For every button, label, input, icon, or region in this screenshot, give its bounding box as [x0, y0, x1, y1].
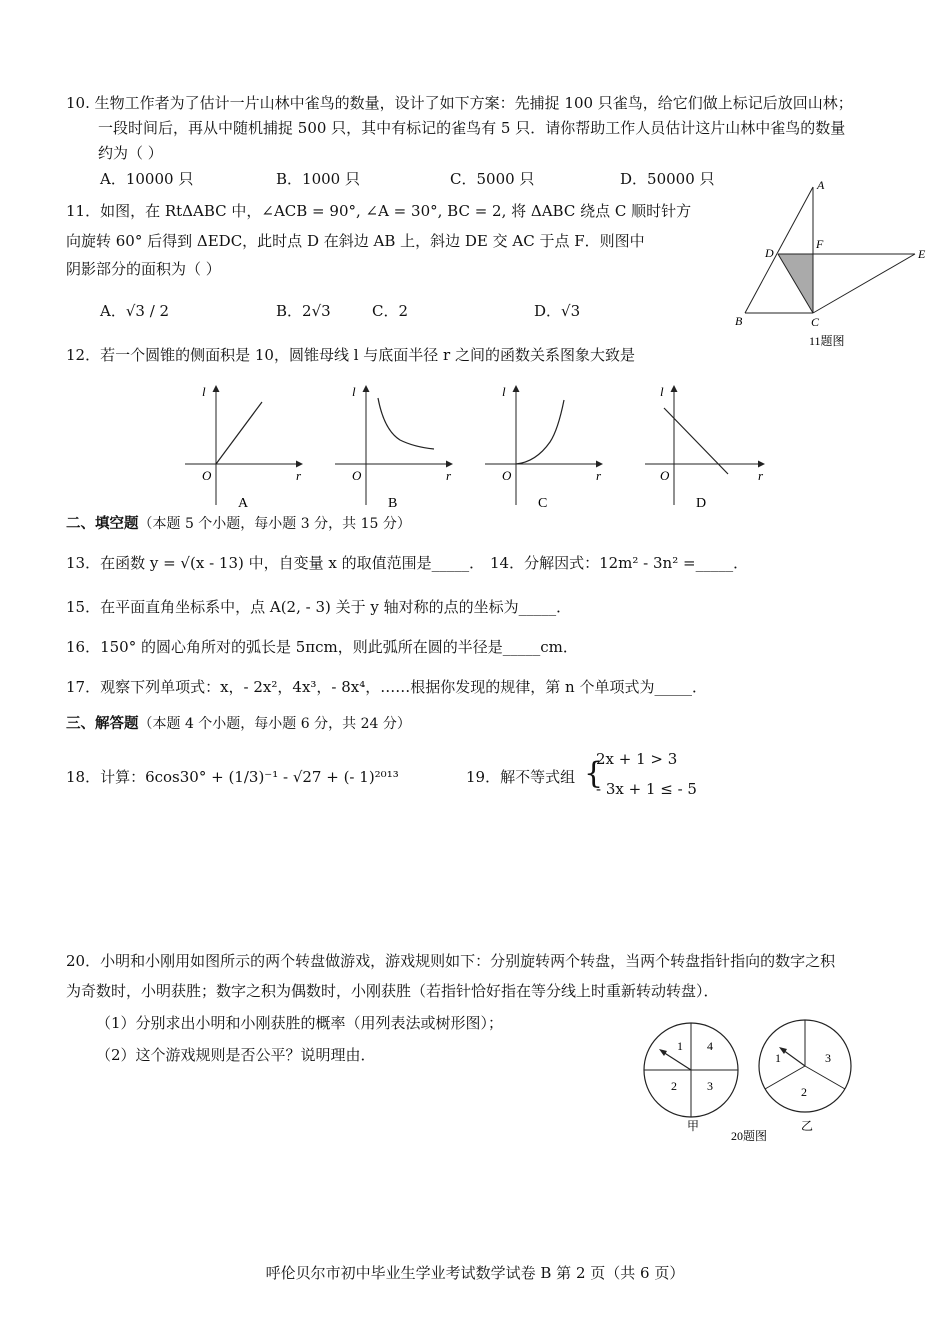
svg-text:r: r: [446, 468, 452, 483]
graph-b: [335, 384, 452, 511]
q11-line1: 11．如图，在 RtΔABC 中，∠ACB = 90°, ∠A = 30°, BC = 2, 将 ΔABC 绕点 C 顺时针方: [66, 202, 692, 220]
q11-line2: 向旋转 60° 后得到 ΔEDC，此时点 D 在斜边 AB 上，斜边 DE 交 AC 于点 F．则图中: [66, 232, 645, 250]
q10-option-c: C．5000 只: [450, 170, 535, 188]
svg-text:O: O: [352, 468, 362, 483]
q10-option-a: A．10000 只: [100, 170, 194, 188]
graph-c: [485, 384, 602, 511]
label-a: A: [817, 178, 825, 192]
section2-heading: 二、填空题（本题 5 个小题，每小题 3 分，共 15 分）: [66, 516, 411, 532]
spinner-jia: [644, 1023, 738, 1133]
q11-option-a: A．√3 / 2: [100, 302, 170, 320]
svg-text:l: l: [202, 384, 206, 399]
spinner-yi: [759, 1020, 851, 1133]
q11-option-c: C．2: [372, 302, 409, 320]
svg-text:4: 4: [707, 1039, 713, 1053]
svg-text:r: r: [296, 468, 302, 483]
svg-text:1: 1: [775, 1051, 781, 1065]
svg-text:1: 1: [677, 1039, 683, 1053]
graph-b-letter: B: [388, 496, 398, 511]
q19-brace: {: [584, 756, 604, 791]
q20-line2: 为奇数时，小明获胜；数字之积为偶数时，小刚获胜（若指针恰好指在等分线上时重新转动转盘）．: [66, 982, 719, 1000]
q10-line1: 10. 生物工作者为了估计一片山林中雀鸟的数量，设计了如下方案：先捕捉 100 只雀鸟，给它们做上标记后放回山林；: [66, 94, 853, 112]
svg-text:O: O: [202, 468, 212, 483]
page-footer: 呼伦贝尔市初中毕业生学业考试数学试卷 B 第 2 页（共 6 页）: [265, 1264, 685, 1282]
q11-option-d: D．√3: [534, 302, 581, 320]
svg-text:2: 2: [801, 1085, 807, 1099]
svg-text:3: 3: [825, 1051, 831, 1065]
svg-text:r: r: [596, 468, 602, 483]
graph-d: [645, 384, 764, 511]
q20-sub2: （2）这个游戏规则是否公平？说明理由．: [96, 1046, 376, 1064]
graph-a-letter: A: [238, 496, 249, 511]
q10-line2: 一段时间后，再从中随机捕捉 500 只，其中有标记的雀鸟有 5 只．请你帮助工作人员估计这片山林中雀鸟的数量: [98, 119, 846, 137]
svg-text:r: r: [758, 468, 764, 483]
figure-caption: 11题图: [809, 334, 845, 348]
graph-d-letter: D: [696, 496, 707, 511]
q16: 16．150° 的圆心角所对的弧长是 5πcm，则此弧所在圆的半径是_____cm．: [66, 638, 578, 656]
spinner-yi-label: 乙: [801, 1119, 814, 1133]
q20-line1: 20．小明和小刚用如图所示的两个转盘做游戏，游戏规则如下：分别旋转两个转盘，当两个转盘指针指向的数字之积: [66, 952, 836, 970]
q12-text: 12．若一个圆锥的侧面积是 10，圆锥母线 l 与底面半径 r 之间的函数关系图象大致是: [66, 346, 635, 364]
svg-text:3: 3: [707, 1079, 713, 1093]
q11-option-b: B．2√3: [276, 302, 331, 320]
q10-line3: 约为（ ）: [98, 144, 163, 162]
svg-text:l: l: [502, 384, 506, 399]
q19-label: 19．解不等式组: [466, 768, 576, 786]
q13: 13．在函数 y = √(x - 13) 中，自变量 x 的取值范围是_____．: [66, 554, 485, 572]
q11-line3: 阴影部分的面积为（ ）: [66, 260, 221, 278]
label-b: B: [735, 314, 743, 328]
svg-text:l: l: [352, 384, 356, 399]
q14: 14．分解因式：12m² - 3n² =_____．: [490, 554, 749, 572]
spinner-jia-label: 甲: [687, 1119, 700, 1133]
q18: 18．计算：6cos30° + (1/3)⁻¹ - √27 + (- 1)²⁰¹³: [66, 768, 399, 786]
q10-option-d: D．50000 只: [620, 170, 715, 188]
figure-caption: 20题图: [731, 1129, 768, 1143]
label-d: D: [765, 246, 774, 260]
label-c: C: [811, 315, 820, 329]
section3-heading: 三、解答题（本题 4 个小题，每小题 6 分，共 24 分）: [66, 716, 411, 732]
q12-graphs: [180, 380, 780, 515]
svg-text:2: 2: [671, 1079, 677, 1093]
q20-sub1: （1）分别求出小明和小刚获胜的概率（用列表法或树形图）；: [96, 1014, 504, 1032]
q11-figure: [725, 175, 940, 350]
svg-text:O: O: [660, 468, 670, 483]
q10-option-b: B．1000 只: [276, 170, 360, 188]
label-f: F: [816, 237, 824, 251]
q19-ineq1: 2x + 1 > 3: [596, 750, 678, 768]
graph-c-letter: C: [538, 496, 548, 511]
svg-text:l: l: [660, 384, 664, 399]
label-e: E: [918, 247, 926, 261]
graph-a: [185, 384, 302, 511]
svg-text:O: O: [502, 468, 512, 483]
q17: 17．观察下列单项式：x，- 2x²，4x³，- 8x⁴，……根据你发现的规律，第 n 个单项式为_____．: [66, 678, 707, 696]
q15: 15．在平面直角坐标系中，点 A(2, - 3) 关于 y 轴对称的点的坐标为_____．: [66, 598, 572, 616]
q20-figure: [635, 1010, 865, 1145]
q19-ineq2: - 3x + 1 ≤ - 5: [596, 780, 697, 798]
